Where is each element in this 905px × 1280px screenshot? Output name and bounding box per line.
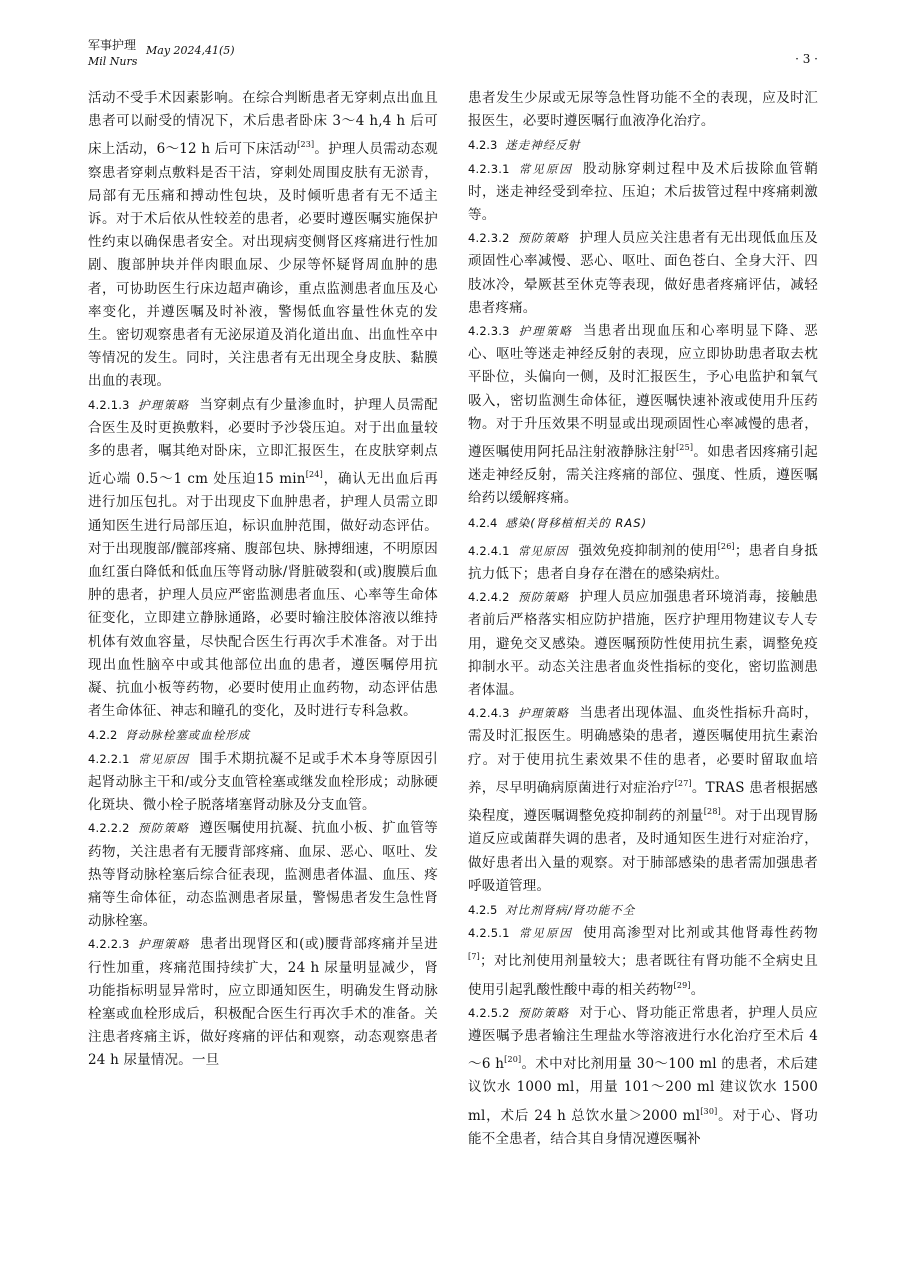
citation: [23] [297, 140, 315, 150]
citation: [29] [673, 980, 691, 990]
subsection-lead: 常见原因 [517, 926, 573, 941]
subsection-number: 4.2.1.3 [88, 397, 130, 412]
paragraph [468, 158, 818, 228]
subsection-number: 4.2.5.2 [468, 1005, 510, 1020]
section-heading [88, 723, 438, 747]
subsection-lead: 预防策略 [517, 231, 570, 246]
subsection-number: 4.2.5.1 [468, 926, 510, 941]
paragraph-text: 活动不受手术因素影响。在综合判断患者无穿刺点出血且患者可以耐受的情况下，术后患者卧床 3～4 h,4 h 后可床上活动，6～12 h 后可下床活动[23]。护理人员需动态观察患者穿刺点敷料是否干洁，穿刺处周围皮肤有无淤青，局部有无压痛和搏动性包块，及时倾听患者有无不适主诉。对于术后依从性较差的患者，必要时遵医嘱实施保护性约束以确保患者安全。对出现病变侧肾区疼痛进行性加剧、腹部肿块并伴肉眼血尿、少尿等怀疑肾周血肿的患者，可协助医生行床边超声确诊，重点监测患者血压及心率变化，并遵医嘱及时补液，警惕低血容量性休克的发生。密切观察患者有无泌尿道及消化道出血、出血性卒中等情况的发生。同时，关注患者有无出现全身皮肤、黏膜出血的表现。 [88, 90, 438, 390]
subsection-number: 4.2.4.1 [468, 543, 510, 558]
journal-title-cn: 军事护理 [88, 38, 137, 52]
paragraph-text: 当穿刺点有少量渗血时，护理人员需配合医生及时更换敷料，必要时予沙袋压迫。对于出血量较多的患者，嘱其绝对卧床，立即汇报医生，在皮肤穿刺点近心端 0.5～1 cm 处压迫15 min[24]，确认无出血后再进行加压包扎。对于出现皮下血肿患者，护理人员需立即通知医生进行局部压迫，标识血肿范围，做好动态评估。对于出现腹部/髋部疼痛、腹部包块、脉搏细速，不明原因血红蛋白降低和低血压等肾动脉/肾脏破裂和(或)腹膜后血肿的患者，护理人员应严密监测患者血压、心率等生命体征变化，立即建立静脉通路，必要时输注胶体溶液以维持机体有效血容量，尽快配合医生行再次手术准备。对于出现出血性脑卒中或其他部位出血的患者，遵医嘱停用抗凝、抗血小板等药物，必要时使用止血药物，动态评估患者生命体征、神志和瞳孔的变化，及时进行专科急救。 [88, 396, 438, 720]
left-column [88, 87, 438, 1073]
page-number: · 3 · [795, 52, 818, 66]
paragraph-text: 强效免疫抑制剂的使用[26]；患者自身抵抗力低下；患者自身存在潜在的感染病灶。 [468, 541, 819, 583]
subsection-lead: 护理策略 [517, 324, 573, 339]
paragraph-text: 当患者出现血压和心率明显下降、恶心、呕吐等迷走神经反射的表现，应立即协助患者取去枕平卧位，头偏向一侧，及时汇报医生，予心电监护和氧气吸入，密切监测生命体征，遵医嘱快速补液或使用升压药物。对于升压效果不明显或出现顽固性心率减慢的患者，遵医嘱使用阿托品注射液静脉注射[25]。如患者因疼痛引起迷走神经反射，需关注疼痛的部位、强度、性质，遵医嘱给药以缓解疼痛。 [468, 323, 819, 507]
section-heading [468, 133, 818, 157]
subsection-lead: 预防策略 [517, 1005, 570, 1020]
section-heading [468, 898, 818, 922]
paragraph [468, 586, 818, 702]
journal-title-en: Mil Nurs [88, 55, 138, 68]
subsection-lead: 预防策略 [137, 821, 190, 836]
subsection-number: 4.2.3.3 [468, 324, 510, 339]
paragraph-text: 遵医嘱使用抗凝、抗血小板、扩血管等药物，关注患者有无腰背部疼痛、血尿、恶心、呕吐、发热等肾动脉栓塞后综合征表现，监测患者体温、血压、疼痛等生命体征，动态监测患者尿量，警惕患者发生急性肾动脉栓塞。 [88, 820, 438, 930]
section-title: 对比剂肾病/肾功能不全 [505, 902, 636, 917]
paragraph-text: 患者发生少尿或无尿等急性肾功能不全的表现，应及时汇报医生，必要时遵医嘱行血液净化治疗。 [468, 90, 818, 130]
paragraph-text: 患者出现肾区和(或)腰背部疼痛并呈进行性加重，疼痛范围持续扩大，24 h 尿量明显减少，肾功能指标明显异常时，应立即通知医生，明确发生肾动脉栓塞或血栓形成后，积极配合医生行再次手术的准备。关注患者疼痛主诉，做好疼痛的评估和观察，动态观察患者 24 h 尿量情况。一旦 [88, 936, 438, 1069]
running-header [88, 36, 818, 76]
issue-info: May 2024,41(5) [146, 44, 235, 57]
citation: [24] [305, 470, 323, 480]
subsection-lead: 预防策略 [517, 590, 570, 605]
section-title: 感染(肾移植相关的 RAS) [505, 515, 648, 530]
paragraph [88, 933, 438, 1072]
section-number: 4.2.3 [468, 138, 498, 153]
subsection-lead: 护理策略 [137, 397, 190, 412]
paragraph-text: 股动脉穿刺过程中及术后拔除血管鞘时，迷走神经受到牵拉、压迫；术后拔管过程中疼痛刺激等。 [468, 160, 819, 224]
paragraph [468, 535, 818, 586]
subsection-number: 4.2.3.2 [468, 231, 510, 246]
citation: [30] [700, 1106, 718, 1116]
subsection-lead: 常见原因 [517, 543, 569, 558]
paragraph [88, 87, 438, 394]
paragraph [468, 227, 818, 320]
paragraph-text: 护理人员应加强患者环境消毒，接触患者前后严格落实相应防护措施，医疗护理用物建议专人专用，避免交叉感染。遵医嘱预防性使用抗生素，调整免疫抑制水平。动态关注患者血炎性指标的变化，密切监测患者体温。 [468, 589, 818, 699]
section-title: 肾动脉栓塞或血栓形成 [125, 728, 251, 743]
subsection-lead: 护理策略 [137, 937, 190, 952]
citation: [26] [717, 541, 735, 551]
subsection-number: 4.2.4.3 [468, 706, 510, 721]
paragraph [468, 702, 818, 898]
paragraph-text: 当患者出现体温、血炎性指标升高时，需及时汇报医生。明确感染的患者，遵医嘱使用抗生素治疗。对于使用抗生素效果不佳的患者，必要时留取血培养，尽早明确病原菌进行对症治疗[27]。TRAS 患者根据感染程度，遵医嘱调整免疫抑制药的剂量[28]。对于出现胃肠道反应或菌群失调的患者，及时通知医生进行对症治疗，做好患者出入量的观察。对于肺部感染的患者需加强患者呼吸道管理。 [468, 705, 818, 894]
citation: [20] [504, 1055, 522, 1065]
paragraph [468, 87, 818, 133]
citation: [28] [703, 807, 721, 817]
citation: [27] [674, 778, 692, 788]
paragraph-text: 围手术期抗凝不足或手术本身等原因引起肾动脉主干和/或分支血管栓塞或继发血栓形成；动脉硬化斑块、微小栓子脱落堵塞肾动脉及分支血管。 [88, 750, 438, 814]
section-title: 迷走神经反射 [505, 138, 581, 153]
section-number: 4.2.5 [468, 902, 498, 917]
paragraph [88, 817, 438, 933]
paragraph [88, 394, 438, 724]
subsection-number: 4.2.3.1 [468, 161, 510, 176]
subsection-number: 4.2.2.3 [88, 937, 130, 952]
subsection-number: 4.2.4.2 [468, 590, 510, 605]
subsection-lead: 护理策略 [517, 706, 570, 721]
paragraph [88, 748, 438, 818]
paragraph [468, 1002, 818, 1151]
section-number: 4.2.4 [468, 515, 498, 530]
subsection-number: 4.2.2.2 [88, 821, 130, 836]
paragraph-text: 使用高渗型对比剂或其他肾毒性药物[7]；对比剂使用剂量较大；患者既往有肾功能不全病史且使用引起乳酸性酸中毒的相关药物[29]。 [468, 925, 819, 998]
right-column [468, 87, 818, 1151]
subsection-lead: 常见原因 [137, 751, 190, 766]
subsection-number: 4.2.2.1 [88, 751, 130, 766]
citation: [7] [468, 952, 480, 962]
paragraph [468, 922, 818, 1002]
paragraph [468, 320, 818, 511]
paragraph-text: 护理人员应关注患者有无出现低血压及顽固性心率减慢、恶心、呕吐、面色苍白、全身大汗、四肢冰冷，晕厥甚至休克等表现，做好患者疼痛评估，减轻患者疼痛。 [468, 230, 818, 316]
citation: [25] [675, 443, 694, 453]
paragraph-text: 对于心、肾功能正常患者，护理人员应遵医嘱予患者输注生理盐水等溶液进行水化治疗至术后 4～6 h[20]。术中对比剂用量 30～100 ml 的患者，术后建议饮水 1000 ml，用量 101～200 ml 建议饮水 1500 ml，术后 24 h 总饮水量＞2000 ml[30]。对于心、肾功能不全患者，结合其自身情况遵医嘱补 [468, 1004, 819, 1147]
subsection-lead: 常见原因 [517, 161, 573, 176]
section-number: 4.2.2 [88, 728, 118, 743]
section-heading [468, 511, 818, 535]
